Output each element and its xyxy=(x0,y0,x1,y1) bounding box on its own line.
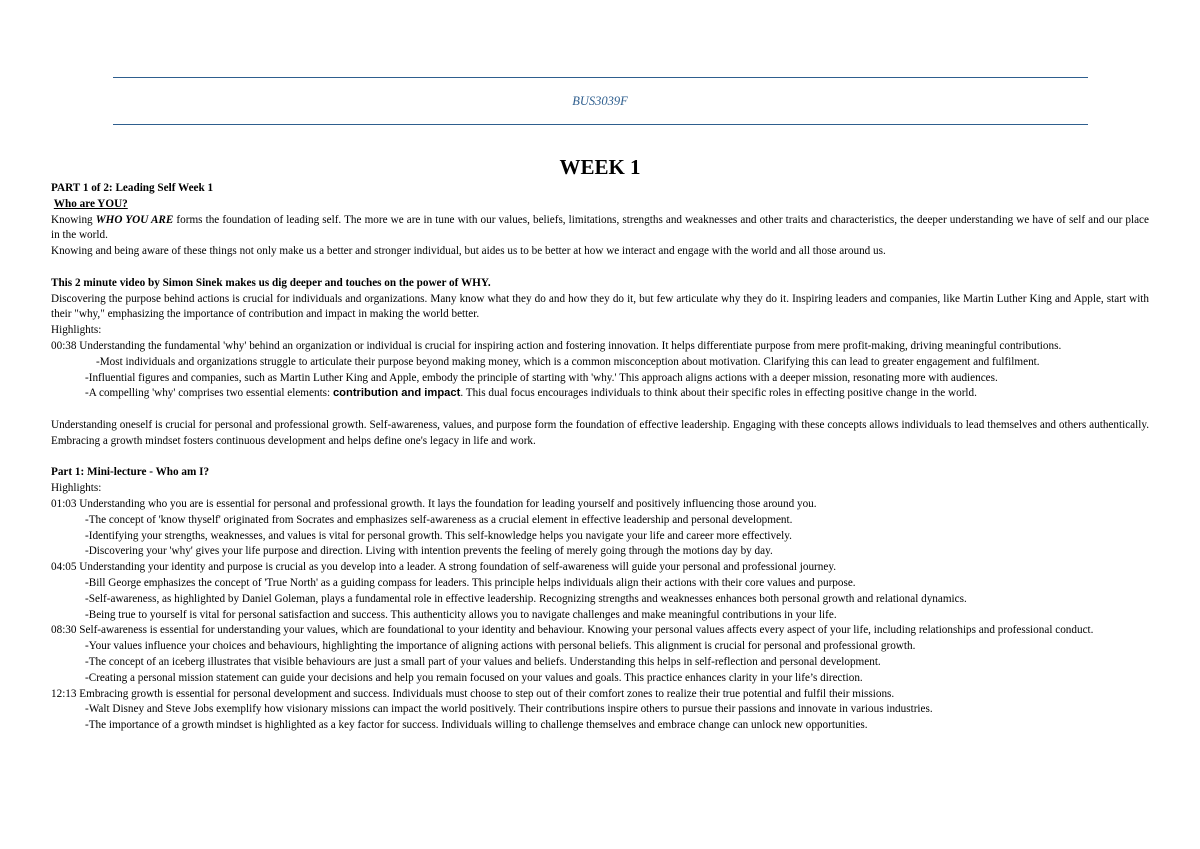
video-heading: This 2 minute video by Simon Sinek makes us dig deeper and touches on the power of WHY. xyxy=(51,276,491,289)
paragraph-awareness: Knowing and being aware of these things not only make us a better and stronger individual, but aides us to be better at how we interact and engage with the world and all those around us. xyxy=(51,245,886,258)
course-code: BUS3039F xyxy=(572,94,628,108)
highlight-subitem: -Your values influence your choices and behaviours, highlighting the importance of aligning actions with personal beliefs. This alignment is crucial for personal and professional growth. xyxy=(85,640,916,653)
paragraph-knowing: Knowing WHO YOU ARE forms the foundation of leading self. The more we are in tune with our values, beliefs, limitations, strengths and weaknesses and other traits and characteristics, the deeper understanding we have of self and our place in the world. xyxy=(51,213,1149,242)
highlight-item: 08:30 Self-awareness is essential for understanding your values, which are foundational to your identity and behaviour. Knowing your personal values affects every aspect of your life, including relationships and professional conduct. xyxy=(51,624,1094,637)
emphasis-who-you-are: WHO YOU ARE xyxy=(95,213,174,226)
highlight-subitem: -Creating a personal mission statement can guide your decisions and help you remain focused on your values and goals. This practice enhances clarity in your life’s direction. xyxy=(85,671,863,684)
part-title: PART 1 of 2: Leading Self Week 1 xyxy=(51,182,214,194)
lecture-highlights-list xyxy=(51,497,1149,734)
highlight-subitem: -Self-awareness, as highlighted by Daniel Goleman, plays a fundamental role in effective leadership. Recognizing strengths and weaknesses enhances both personal growth and relational dynamics. xyxy=(85,592,967,605)
highlight-subitem: -Being true to yourself is vital for personal satisfaction and success. This authenticity allows you to navigate challenges and make meaningful contributions in your life. xyxy=(85,608,837,621)
highlight-item: 12:13 Embracing growth is essential for personal development and success. Individuals must choose to step out of their comfort zones to realize their true potential and fulfil their missions. xyxy=(51,687,895,700)
header-top-rule xyxy=(113,77,1088,78)
highlights-label: Highlights: xyxy=(51,482,102,495)
page-title: WEEK 1 xyxy=(559,155,641,179)
summary-paragraph: Understanding oneself is crucial for personal and professional growth. Self-awareness, values, and purpose form the foundation of effective leadership. Engaging with these concepts allows individuals to lead themselves and others authentically. Embracing a growth mindset fosters continuous development and helps define one's legacy in life and work. xyxy=(51,418,1149,447)
highlights-label: Highlights: xyxy=(51,324,102,337)
highlight-item: 00:38 Understanding the fundamental 'why' behind an organization or individual is crucial for inspiring action and fostering innovation. It helps differentiate purpose from mere profit-making, driving meaningful contributions. xyxy=(51,339,1062,352)
bold-phrase: contribution and impact xyxy=(332,387,461,400)
highlight-subitem: -Influential figures and companies, such as Martin Luther King and Apple, embody the principle of starting with 'why.' This approach aligns actions with a deeper mission, resonating more with audiences. xyxy=(85,371,998,384)
highlight-item: 01:03 Understanding who you are is essential for personal and professional growth. It lays the foundation for leading yourself and positively influencing those around you. xyxy=(51,497,817,510)
document-body xyxy=(51,181,1149,734)
subheading-who-are-you: Who are YOU? xyxy=(53,197,128,210)
video-intro: Discovering the purpose behind actions is crucial for individuals and organizations. Many know what they do and how they do it, but few articulate why they do it. Inspiring leaders and companies, like Martin Luther King and Apple, start with their "why," emphasizing the importance of contribution and impact in making the world better. xyxy=(51,292,1149,321)
highlight-subitem: -Bill George emphasizes the concept of 'True North' as a guiding compass for leaders. This principle helps individuals align their actions with their core values and purpose. xyxy=(85,576,856,589)
header-bottom-rule xyxy=(113,124,1088,125)
highlight-subitem: -The concept of an iceberg illustrates that visible behaviours are just a small part of your values and beliefs. Understanding this helps in self-reflection and personal development. xyxy=(85,655,881,668)
highlight-subitem: -The concept of 'know thyself' originated from Socrates and emphasizes self-awareness as a crucial element in effective leadership and personal development. xyxy=(85,513,793,526)
highlight-subitem: -Walt Disney and Steve Jobs exemplify how visionary missions can impact the world positively. Their contributions inspire others to pursue their passions and innovate in various industries. xyxy=(85,703,933,716)
highlight-subitem: -Discovering your 'why' gives your life purpose and direction. Living with intention prevents the feeling of merely going through the motions day by day. xyxy=(85,545,773,558)
highlight-subitem: -Identifying your strengths, weaknesses, and values is vital for personal growth. This self-knowledge helps you navigate your life and career more effectively. xyxy=(85,529,792,542)
highlight-subitem: -A compelling 'why' comprises two essential elements: contribution and impact. This dual focus encourages individuals to think about their specific roles in effecting positive change in the world. xyxy=(85,387,977,400)
highlight-subitem: -Most individuals and organizations struggle to articulate their purpose beyond making money, which is a common misconception about motivation. Clarifying this can lead to greater engagement and fulfilment. xyxy=(96,355,1040,368)
mini-lecture-heading: Part 1: Mini-lecture - Who am I? xyxy=(51,466,210,479)
highlight-subitem: -The importance of a growth mindset is highlighted as a key factor for success. Individuals willing to challenge themselves and embrace change can unlock new opportunities. xyxy=(85,719,868,732)
highlight-item: 04:05 Understanding your identity and purpose is crucial as you develop into a leader. A strong foundation of self-awareness will guide your personal and professional journey. xyxy=(51,561,837,574)
